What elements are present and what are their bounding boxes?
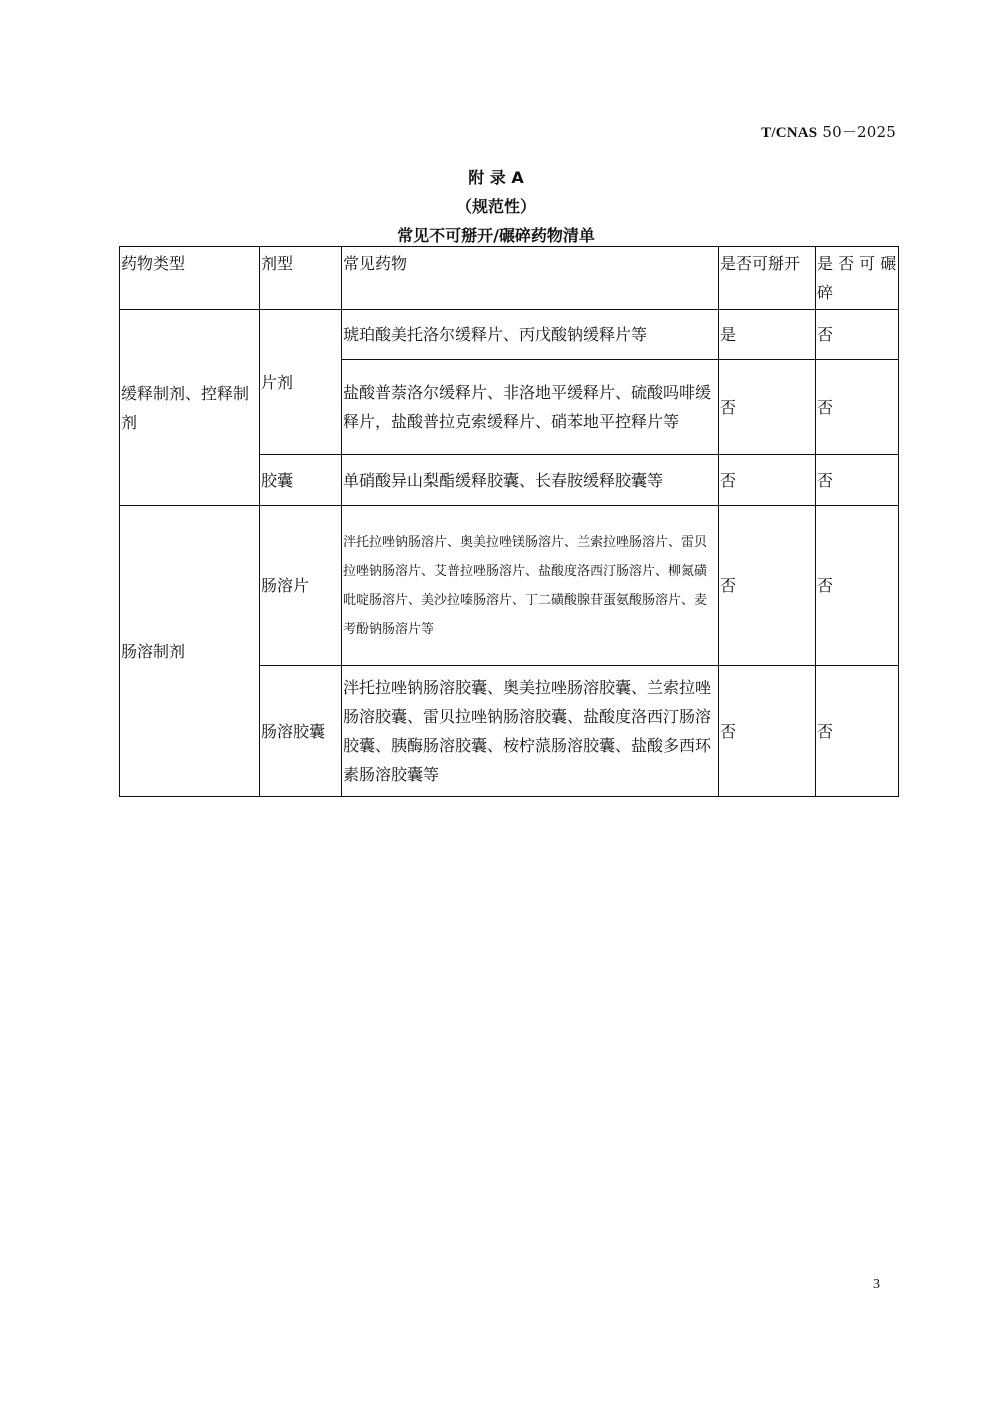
dosage-form-cell: 片剂 <box>260 310 342 455</box>
page-number: 3 <box>873 1277 880 1292</box>
header-dosage-form: 剂型 <box>260 247 342 310</box>
dosage-form-cell: 胶囊 <box>260 455 342 506</box>
dosage-form-cell: 肠溶片 <box>260 506 342 666</box>
can-split-cell: 否 <box>719 506 816 666</box>
can-split-cell: 是 <box>719 310 816 360</box>
dosage-form-cell: 肠溶胶囊 <box>260 666 342 797</box>
header-common-drugs: 常见药物 <box>342 247 719 310</box>
common-drugs-cell: 盐酸普萘洛尔缓释片、非洛地平缓释片、硫酸吗啡缓释片，盐酸普拉克索缓释片、硝苯地平控释片等 <box>342 360 719 455</box>
standard-number: 50－2025 <box>822 123 896 141</box>
common-drugs-cell: 琥珀酸美托洛尔缓释片、丙戊酸钠缓释片等 <box>342 310 719 360</box>
appendix-nature: （规范性） <box>455 197 536 216</box>
table-caption: 常见不可掰开/碾碎药物清单 <box>397 226 595 245</box>
common-drugs-cell: 单硝酸异山梨酯缓释胶囊、长春胺缓释胶囊等 <box>342 455 719 506</box>
standard-prefix: T/CNAS <box>761 125 818 141</box>
common-drugs-cell: 泮托拉唑钠肠溶胶囊、奥美拉唑肠溶胶囊、兰索拉唑肠溶胶囊、雷贝拉唑钠肠溶胶囊、盐酸度洛西汀肠溶胶囊、胰酶肠溶胶囊、桉柠蒎肠溶胶囊、盐酸多西环素肠溶胶囊等 <box>342 666 719 797</box>
appendix-label: 附 录 A <box>468 168 524 187</box>
header-drug-type: 药物类型 <box>120 247 260 310</box>
can-split-cell: 否 <box>719 455 816 506</box>
can-crush-cell: 否 <box>816 666 899 797</box>
can-crush-cell: 否 <box>816 455 899 506</box>
title-block <box>0 163 992 250</box>
header-can-crush: 是 否 可 碾碎 <box>816 247 899 310</box>
can-split-cell: 否 <box>719 360 816 455</box>
drug-type-cell: 肠溶制剂 <box>120 506 260 797</box>
standard-code <box>761 121 896 142</box>
can-crush-cell: 否 <box>816 360 899 455</box>
common-drugs-cell: 泮托拉唑钠肠溶片、奥美拉唑镁肠溶片、兰索拉唑肠溶片、雷贝拉唑钠肠溶片、艾普拉唑肠溶片、盐酸度洛西汀肠溶片、柳氮磺吡啶肠溶片、美沙拉嗪肠溶片、丁二磺酸腺苷蛋氨酸肠溶片、麦考酚钠肠溶片等 <box>342 506 719 666</box>
table-row <box>120 506 899 666</box>
can-split-cell: 否 <box>719 666 816 797</box>
drug-type-cell: 缓释制剂、控释制剂 <box>120 310 260 506</box>
can-crush-cell: 否 <box>816 310 899 360</box>
table-header-row <box>120 247 899 310</box>
table-row <box>120 310 899 360</box>
header-can-split: 是否可掰开 <box>719 247 816 310</box>
drug-table <box>119 246 899 797</box>
can-crush-cell: 否 <box>816 506 899 666</box>
